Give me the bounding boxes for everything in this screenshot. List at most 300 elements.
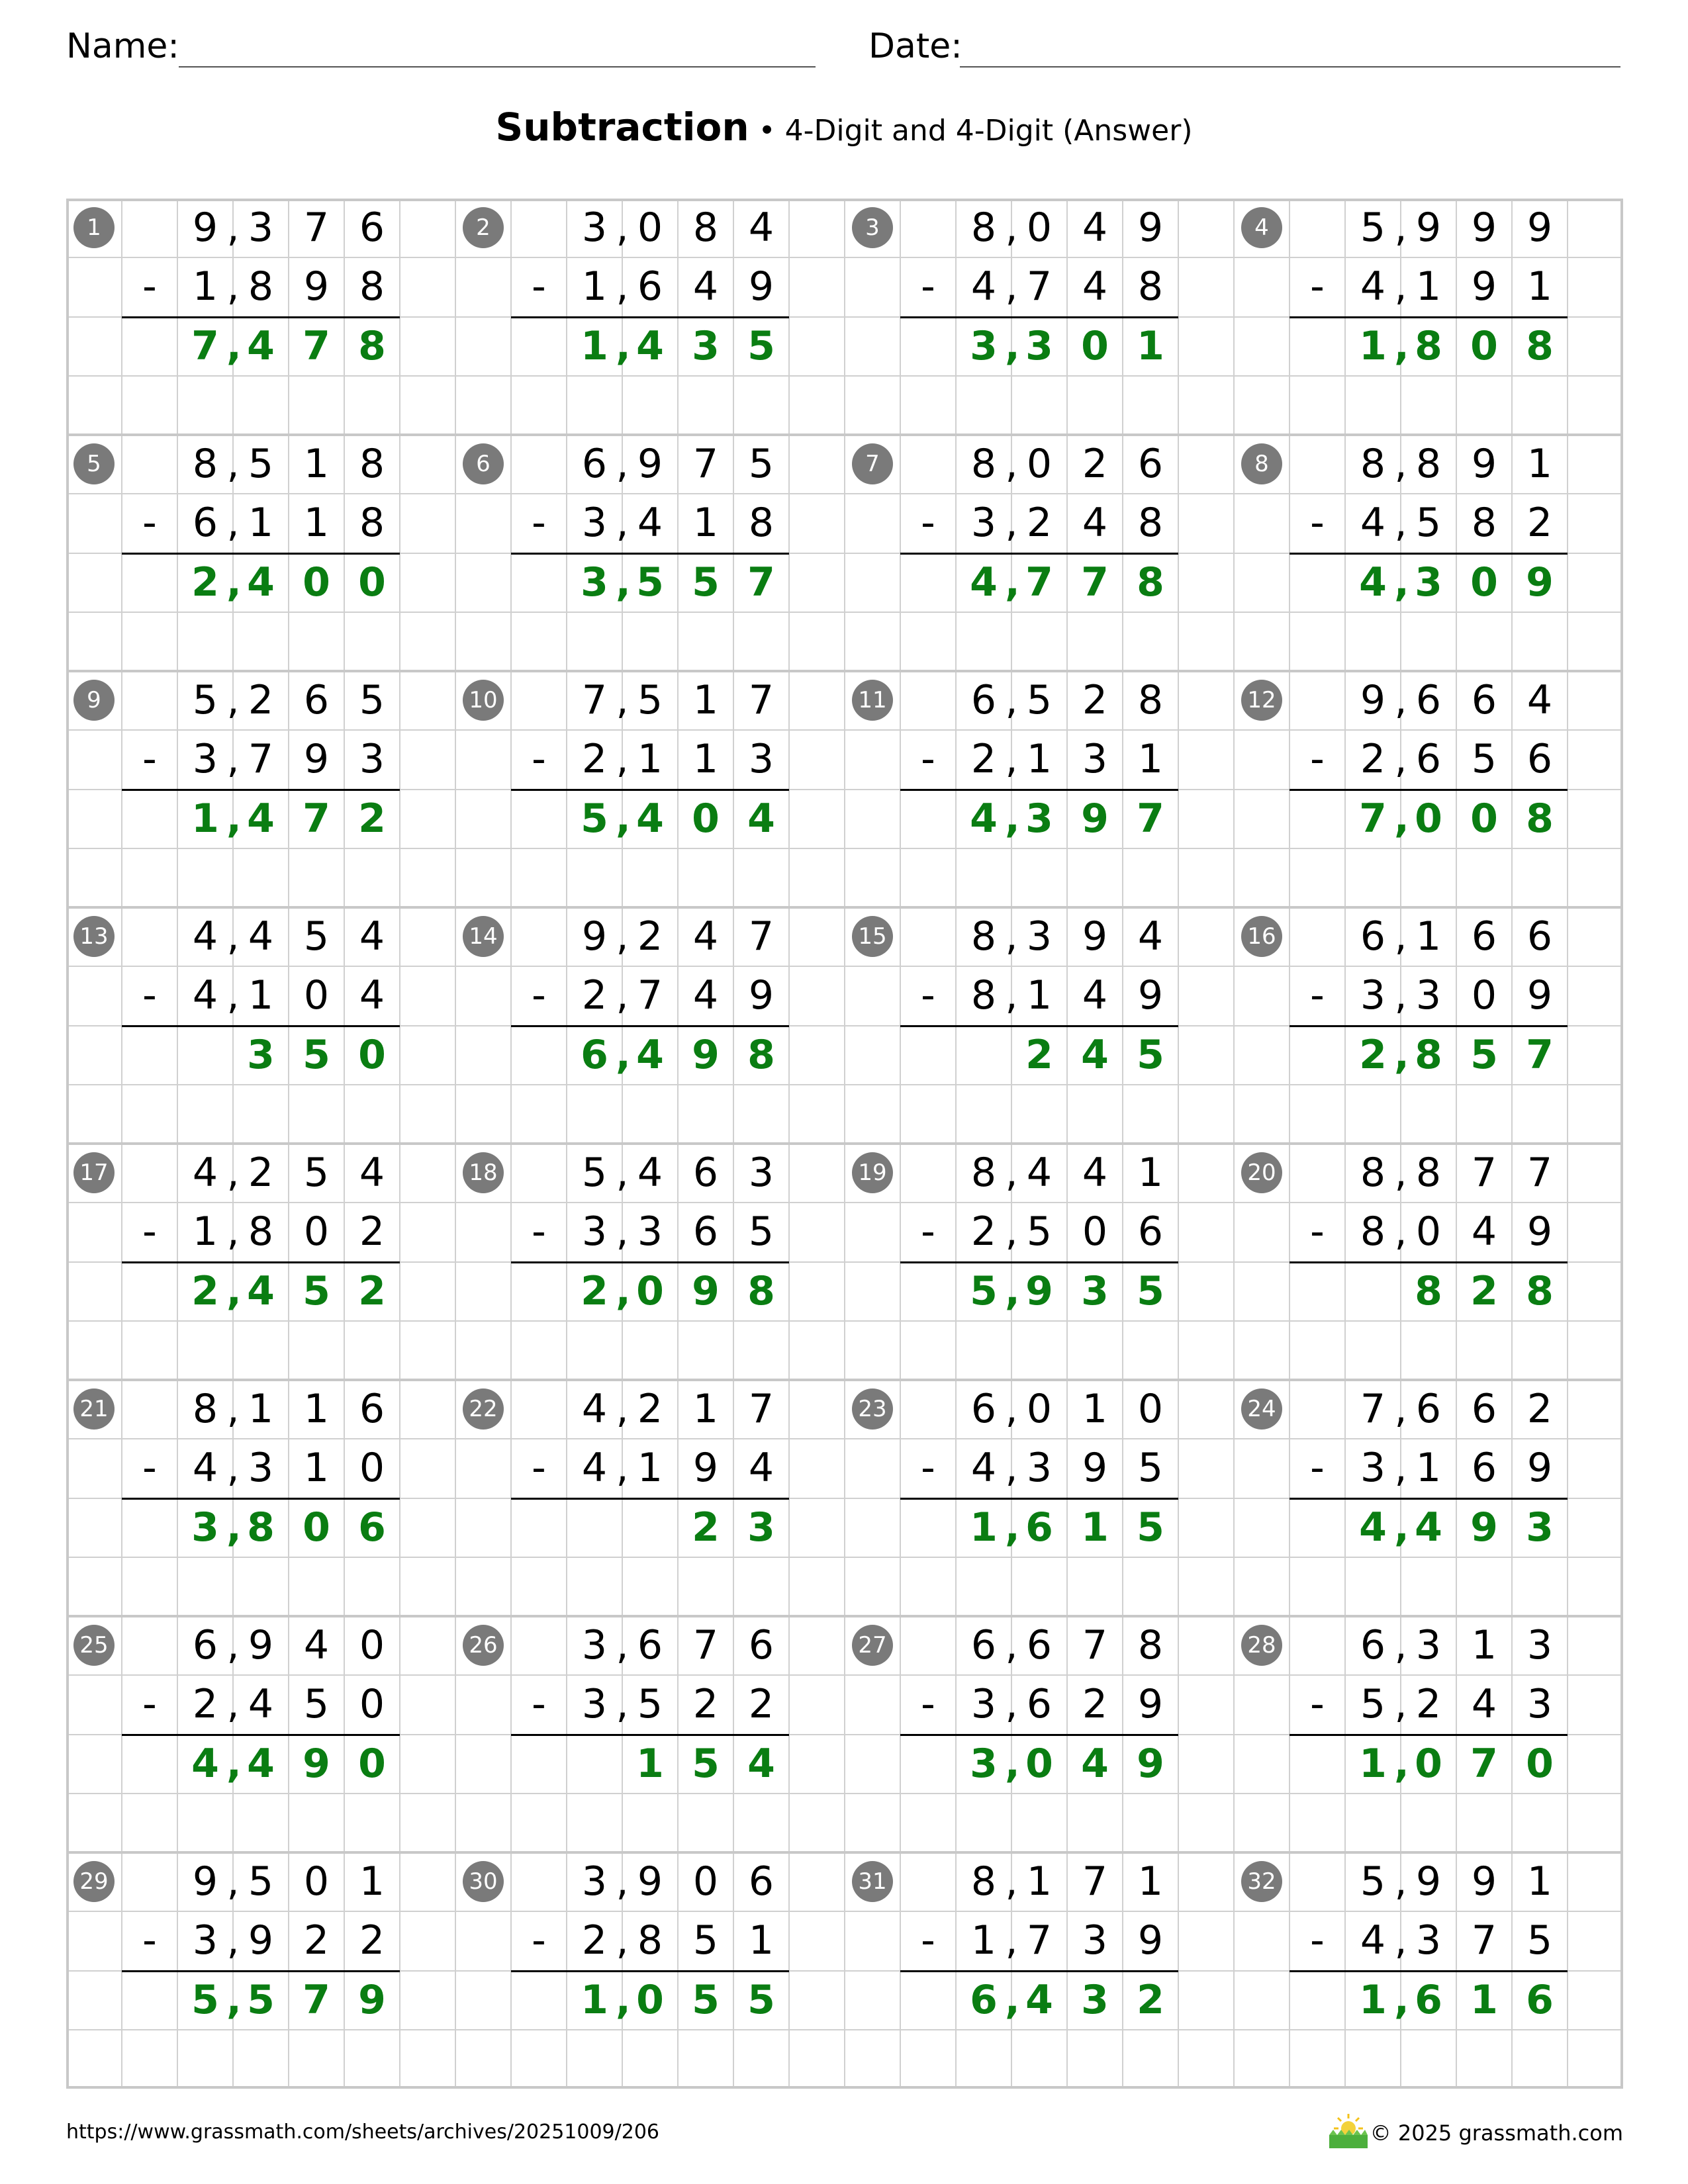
top-digit: 5 (637, 677, 663, 723)
top-digit: 7 (1082, 1858, 1108, 1905)
sub-comma: , (616, 736, 629, 783)
top-comma: , (1394, 1858, 1407, 1905)
top-digit: 7 (581, 677, 608, 723)
name-line[interactable] (179, 66, 816, 68)
minus-sign: - (1310, 1445, 1325, 1492)
sub-digit: 1 (748, 1917, 774, 1964)
title-subtitle: • 4-Digit and 4-Digit (Answer) (749, 114, 1193, 148)
ans-comma: , (1394, 1031, 1409, 1078)
sub-digit: 1 (303, 500, 330, 547)
ans-digit: 4 (1359, 559, 1387, 606)
sub-comma: , (226, 1445, 240, 1492)
sub-digit: 3 (1360, 972, 1386, 1019)
top-digit: 4 (748, 205, 774, 251)
sub-digit: 1 (192, 1208, 218, 1255)
top-comma: , (226, 441, 240, 487)
top-digit: 6 (1137, 441, 1164, 487)
top-comma: , (1005, 1150, 1018, 1196)
top-comma: , (1005, 677, 1018, 723)
ans-digit: 1 (1359, 322, 1387, 369)
top-digit: 7 (748, 1386, 774, 1432)
minus-sign: - (532, 263, 546, 310)
ans-digit: 4 (636, 322, 664, 369)
top-digit: 6 (1471, 1386, 1497, 1432)
sub-digit: 1 (637, 736, 663, 783)
problem-number-badge: 9 (73, 680, 115, 721)
ans-digit: 1 (1359, 1740, 1387, 1787)
top-digit: 8 (1360, 441, 1386, 487)
top-digit: 0 (359, 1622, 385, 1668)
ans-digit: 3 (1526, 1504, 1554, 1551)
ans-digit: 4 (191, 1740, 219, 1787)
ans-digit: 9 (1470, 1504, 1498, 1551)
top-digit: 7 (1471, 1150, 1497, 1196)
ans-digit: 2 (1025, 1031, 1053, 1078)
sub-digit: 4 (359, 972, 385, 1019)
ans-digit: 0 (358, 1031, 386, 1078)
ans-comma: , (1005, 1267, 1020, 1314)
ans-digit: 2 (692, 1504, 720, 1551)
minus-sign: - (921, 972, 935, 1019)
minus-sign: - (532, 1445, 546, 1492)
sub-digit: 1 (970, 1917, 997, 1964)
sub-comma: , (616, 1445, 629, 1492)
top-digit: 1 (1526, 1858, 1553, 1905)
date-label: Date: (868, 26, 962, 66)
ans-digit: 4 (1081, 1740, 1109, 1787)
sub-digit: 3 (1082, 1917, 1108, 1964)
sub-digit: 5 (1137, 1445, 1164, 1492)
ans-digit: 7 (747, 559, 775, 606)
ans-digit: 3 (692, 322, 720, 369)
ans-digit: 0 (1081, 322, 1109, 369)
top-digit: 8 (192, 1386, 218, 1432)
top-digit: 9 (581, 913, 608, 960)
problem-number-badge: 13 (73, 916, 115, 957)
sub-digit: 1 (581, 263, 608, 310)
footer-url[interactable]: https://www.grassmath.com/sheets/archives/20251009/206 (66, 2120, 660, 2144)
ans-digit: 5 (1137, 1267, 1164, 1314)
ans-digit: 4 (636, 795, 664, 842)
sub-comma: , (226, 1681, 240, 1728)
sub-digit: 5 (748, 1208, 774, 1255)
ans-digit: 4 (1025, 1976, 1053, 2023)
ans-digit: 0 (636, 1976, 664, 2023)
top-digit: 7 (692, 1622, 719, 1668)
ans-comma: , (616, 795, 631, 842)
minus-sign: - (921, 1917, 935, 1964)
ans-digit: 2 (1359, 1031, 1387, 1078)
ans-comma: , (1394, 795, 1409, 842)
top-digit: 8 (970, 1150, 997, 1196)
sub-digit: 3 (581, 1681, 608, 1728)
date-line[interactable] (960, 66, 1620, 68)
ans-digit: 5 (191, 1976, 219, 2023)
sub-comma: , (1394, 1681, 1407, 1728)
sub-comma: , (226, 500, 240, 547)
top-digit: 1 (303, 1386, 330, 1432)
sub-digit: 2 (359, 1208, 385, 1255)
problem-number-badge: 12 (1241, 680, 1282, 721)
sub-digit: 0 (359, 1681, 385, 1728)
problem-number-badge: 1 (73, 207, 115, 248)
top-digit: 8 (1137, 677, 1164, 723)
ans-digit: 2 (581, 1267, 608, 1314)
problem-number-badge: 29 (73, 1861, 115, 1902)
sub-digit: 7 (1026, 1917, 1053, 1964)
sub-comma: , (1394, 1917, 1407, 1964)
ans-digit: 9 (358, 1976, 386, 2023)
top-digit: 5 (748, 441, 774, 487)
top-comma: , (616, 1386, 629, 1432)
top-digit: 8 (192, 441, 218, 487)
ans-digit: 5 (1470, 1031, 1498, 1078)
sub-comma: , (1005, 263, 1018, 310)
sub-digit: 5 (1471, 736, 1497, 783)
top-digit: 9 (1471, 1858, 1497, 1905)
ans-digit: 3 (970, 1740, 998, 1787)
ans-comma: , (226, 1267, 242, 1314)
ans-digit: 2 (191, 559, 219, 606)
top-comma: , (1394, 913, 1407, 960)
ans-digit: 4 (1415, 1504, 1442, 1551)
top-digit: 9 (1471, 205, 1497, 251)
ans-digit: 8 (1415, 1267, 1442, 1314)
sub-digit: 3 (1026, 1445, 1053, 1492)
sub-digit: 5 (637, 1681, 663, 1728)
top-digit: 4 (581, 1386, 608, 1432)
sub-digit: 1 (1026, 736, 1053, 783)
top-digit: 4 (1526, 677, 1553, 723)
ans-digit: 0 (1415, 795, 1442, 842)
ans-digit: 9 (303, 1740, 330, 1787)
top-digit: 5 (581, 1150, 608, 1196)
ans-digit: 1 (970, 1504, 998, 1551)
ans-digit: 7 (1137, 795, 1164, 842)
problem-number-badge: 23 (852, 1388, 893, 1430)
sub-digit: 3 (192, 736, 218, 783)
sub-digit: 7 (1026, 263, 1053, 310)
sub-digit: 7 (1471, 1917, 1497, 1964)
problem-number-badge: 19 (852, 1152, 893, 1193)
sub-comma: , (1394, 972, 1407, 1019)
top-comma: , (1394, 1386, 1407, 1432)
minus-sign: - (921, 736, 935, 783)
sub-digit: 8 (637, 1917, 663, 1964)
top-digit: 4 (1082, 205, 1108, 251)
top-comma: , (1394, 441, 1407, 487)
ans-digit: 2 (191, 1267, 219, 1314)
ans-digit: 3 (247, 1031, 275, 1078)
sub-digit: 9 (748, 263, 774, 310)
sub-digit: 1 (637, 1445, 663, 1492)
problem-number-badge: 25 (73, 1625, 115, 1666)
problem-number-badge: 14 (463, 916, 504, 957)
grass-sun-logo-icon (1325, 2111, 1372, 2151)
ans-digit: 8 (1415, 1031, 1442, 1078)
ans-digit: 0 (303, 1504, 330, 1551)
ans-digit: 5 (303, 1031, 330, 1078)
sub-digit: 1 (248, 972, 274, 1019)
sub-digit: 4 (1082, 972, 1108, 1019)
ans-digit: 7 (1025, 559, 1053, 606)
ans-comma: , (616, 1976, 631, 2023)
top-digit: 1 (1415, 913, 1442, 960)
top-digit: 9 (637, 441, 663, 487)
top-digit: 7 (1082, 1622, 1108, 1668)
ans-digit: 6 (581, 1031, 608, 1078)
name-label: Name: (66, 26, 179, 66)
sub-comma: , (226, 1917, 240, 1964)
ans-digit: 4 (1081, 1031, 1109, 1078)
ans-digit: 3 (970, 322, 998, 369)
ans-digit: 0 (1415, 1740, 1442, 1787)
sub-digit: 4 (248, 1681, 274, 1728)
ans-comma: , (1005, 322, 1020, 369)
ans-digit: 1 (636, 1740, 664, 1787)
top-digit: 6 (748, 1858, 774, 1905)
worksheet-title (0, 105, 1688, 150)
top-digit: 0 (1026, 205, 1053, 251)
sub-digit: 9 (1526, 972, 1553, 1019)
top-digit: 1 (1137, 1150, 1164, 1196)
sub-digit: 9 (1137, 1681, 1164, 1728)
top-digit: 4 (1026, 1150, 1053, 1196)
minus-sign: - (142, 500, 157, 547)
sub-comma: , (1005, 1917, 1018, 1964)
top-comma: , (1005, 1622, 1018, 1668)
top-digit: 3 (1415, 1622, 1442, 1668)
top-digit: 6 (303, 677, 330, 723)
top-digit: 3 (248, 205, 274, 251)
top-digit: 0 (692, 1858, 719, 1905)
top-digit: 6 (748, 1622, 774, 1668)
ans-comma: , (226, 559, 242, 606)
sub-digit: 9 (1082, 1445, 1108, 1492)
sub-digit: 3 (970, 1681, 997, 1728)
top-digit: 0 (1026, 441, 1053, 487)
sub-digit: 4 (748, 1445, 774, 1492)
ans-comma: , (226, 795, 242, 842)
sub-digit: 4 (1471, 1681, 1497, 1728)
sub-digit: 9 (303, 736, 330, 783)
problem-number-badge: 10 (463, 680, 504, 721)
ans-digit: 7 (1081, 559, 1109, 606)
top-digit: 4 (359, 913, 385, 960)
ans-digit: 5 (1137, 1504, 1164, 1551)
sub-digit: 9 (1526, 1445, 1553, 1492)
sub-comma: , (616, 972, 629, 1019)
ans-digit: 4 (247, 795, 275, 842)
top-digit: 0 (1137, 1386, 1164, 1432)
sub-digit: 2 (748, 1681, 774, 1728)
top-comma: , (226, 1386, 240, 1432)
sub-digit: 4 (192, 972, 218, 1019)
ans-comma: , (1005, 1504, 1020, 1551)
minus-sign: - (532, 736, 546, 783)
top-digit: 6 (192, 1622, 218, 1668)
problem-number-badge: 21 (73, 1388, 115, 1430)
sub-digit: 8 (1137, 263, 1164, 310)
ans-digit: 9 (692, 1267, 720, 1314)
sub-digit: 9 (303, 263, 330, 310)
top-digit: 2 (248, 677, 274, 723)
top-digit: 8 (1360, 1150, 1386, 1196)
top-comma: , (616, 441, 629, 487)
minus-sign: - (921, 1208, 935, 1255)
minus-sign: - (532, 972, 546, 1019)
ans-comma: , (1005, 795, 1020, 842)
sub-digit: 6 (1471, 1445, 1497, 1492)
top-digit: 6 (637, 1622, 663, 1668)
top-digit: 9 (1526, 205, 1553, 251)
top-digit: 6 (970, 1622, 997, 1668)
problem-number-badge: 17 (73, 1152, 115, 1193)
sub-digit: 2 (581, 972, 608, 1019)
top-digit: 6 (359, 205, 385, 251)
ans-digit: 8 (1526, 322, 1554, 369)
ans-digit: 0 (358, 1740, 386, 1787)
problem-number-badge: 27 (852, 1625, 893, 1666)
sub-digit: 6 (1526, 736, 1553, 783)
sub-comma: , (1394, 1208, 1407, 1255)
ans-digit: 4 (970, 795, 998, 842)
sub-digit: 4 (1360, 1917, 1386, 1964)
problem-number-badge: 15 (852, 916, 893, 957)
sub-digit: 4 (637, 500, 663, 547)
sub-digit: 5 (692, 1917, 719, 1964)
sub-comma: , (1005, 972, 1018, 1019)
problem-number-badge: 28 (1241, 1625, 1282, 1666)
ans-comma: , (226, 1976, 242, 2023)
sub-digit: 1 (1415, 263, 1442, 310)
top-digit: 6 (1415, 677, 1442, 723)
sub-digit: 8 (248, 1208, 274, 1255)
minus-sign: - (1310, 500, 1325, 547)
sub-digit: 5 (1360, 1681, 1386, 1728)
sub-digit: 4 (1471, 1208, 1497, 1255)
ans-comma: , (1005, 559, 1020, 606)
sub-digit: 3 (192, 1917, 218, 1964)
top-digit: 5 (1026, 677, 1053, 723)
ans-digit: 0 (1526, 1740, 1554, 1787)
top-digit: 4 (192, 1150, 218, 1196)
sub-digit: 1 (692, 500, 719, 547)
top-comma: , (226, 1150, 240, 1196)
sub-digit: 4 (1082, 500, 1108, 547)
sub-digit: 4 (692, 972, 719, 1019)
ans-digit: 3 (1025, 795, 1053, 842)
ans-digit: 1 (1137, 322, 1164, 369)
top-comma: , (226, 1622, 240, 1668)
problem-number-badge: 8 (1241, 443, 1282, 484)
ans-digit: 3 (747, 1504, 775, 1551)
ans-digit: 4 (970, 559, 998, 606)
minus-sign: - (1310, 972, 1325, 1019)
sub-digit: 4 (192, 1445, 218, 1492)
top-digit: 4 (359, 1150, 385, 1196)
top-digit: 6 (970, 1386, 997, 1432)
top-digit: 6 (359, 1386, 385, 1432)
sub-digit: 2 (970, 1208, 997, 1255)
top-comma: , (616, 1150, 629, 1196)
top-digit: 5 (1360, 1858, 1386, 1905)
ans-digit: 0 (358, 559, 386, 606)
sub-digit: 5 (1526, 1917, 1553, 1964)
sub-digit: 1 (692, 736, 719, 783)
ans-comma: , (616, 559, 631, 606)
top-digit: 4 (637, 1150, 663, 1196)
top-digit: 1 (692, 677, 719, 723)
problem-number-badge: 32 (1241, 1861, 1282, 1902)
top-comma: , (1005, 205, 1018, 251)
top-digit: 2 (637, 1386, 663, 1432)
ans-digit: 7 (303, 1976, 330, 2023)
ans-digit: 7 (1359, 795, 1387, 842)
top-digit: 7 (303, 205, 330, 251)
top-comma: , (1394, 677, 1407, 723)
top-comma: , (226, 913, 240, 960)
ans-digit: 7 (303, 322, 330, 369)
ans-comma: , (226, 322, 242, 369)
problem-number-badge: 7 (852, 443, 893, 484)
minus-sign: - (1310, 1208, 1325, 1255)
problem-number-badge: 20 (1241, 1152, 1282, 1193)
ans-digit: 9 (1526, 559, 1554, 606)
ans-comma: , (616, 322, 631, 369)
problem-number-badge: 6 (463, 443, 504, 484)
problem-number-badge: 4 (1241, 207, 1282, 248)
sub-digit: 2 (1526, 500, 1553, 547)
sub-digit: 2 (692, 1681, 719, 1728)
top-digit: 6 (692, 1150, 719, 1196)
top-comma: , (1005, 1858, 1018, 1905)
top-digit: 9 (1082, 913, 1108, 960)
minus-sign: - (1310, 1917, 1325, 1964)
sub-digit: 9 (1137, 1917, 1164, 1964)
problem-number-badge: 2 (463, 207, 504, 248)
top-digit: 1 (1471, 1622, 1497, 1668)
ans-digit: 7 (1526, 1031, 1554, 1078)
top-digit: 5 (359, 677, 385, 723)
ans-digit: 5 (1137, 1031, 1164, 1078)
ans-digit: 4 (247, 1740, 275, 1787)
ans-digit: 6 (1025, 1504, 1053, 1551)
sub-digit: 1 (1415, 1445, 1442, 1492)
ans-digit: 1 (1081, 1504, 1109, 1551)
ans-digit: 6 (358, 1504, 386, 1551)
sub-digit: 6 (1026, 1681, 1053, 1728)
minus-sign: - (142, 972, 157, 1019)
sub-digit: 4 (970, 1445, 997, 1492)
sub-digit: 5 (1415, 500, 1442, 547)
ans-digit: 5 (636, 559, 664, 606)
top-comma: , (226, 1858, 240, 1905)
top-digit: 1 (1137, 1858, 1164, 1905)
ans-comma: , (1394, 1740, 1409, 1787)
ans-digit: 5 (692, 1976, 720, 2023)
sub-digit: 8 (1471, 500, 1497, 547)
top-digit: 1 (692, 1386, 719, 1432)
problem-number-badge: 26 (463, 1625, 504, 1666)
top-digit: 0 (1026, 1386, 1053, 1432)
ans-comma: , (616, 1031, 631, 1078)
sub-digit: 0 (1415, 1208, 1442, 1255)
ans-digit: 3 (1025, 322, 1053, 369)
top-digit: 1 (1526, 441, 1553, 487)
top-digit: 9 (1415, 205, 1442, 251)
top-digit: 3 (581, 1858, 608, 1905)
